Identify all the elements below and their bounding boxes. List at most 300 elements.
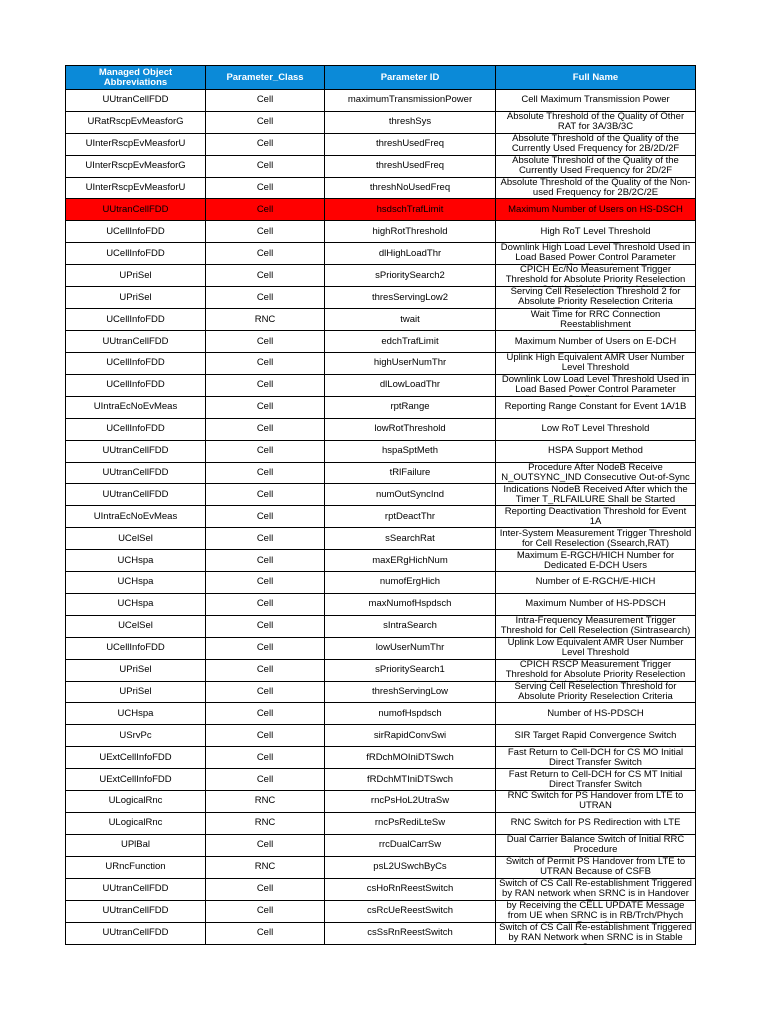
table-row: [66, 440, 696, 462]
cell-managed-object-text: UIntraEcNoEvMeas: [93, 402, 178, 413]
table-row: [66, 331, 696, 353]
table-row: [66, 681, 696, 703]
cell-managed-object-text: UCellInfoFDD: [106, 380, 165, 391]
cell-parameter-class-text: Cell: [256, 774, 274, 785]
cell-parameter-id: [325, 243, 496, 265]
header-parameter-class: Parameter_Class: [206, 66, 325, 90]
cell-full-name: [496, 155, 696, 177]
cell-parameter-class: [206, 243, 325, 265]
cell-parameter-class-text: Cell: [256, 336, 274, 347]
table-row: [66, 418, 696, 440]
cell-managed-object: [66, 615, 206, 637]
cell-parameter-class: [206, 221, 325, 243]
cell-managed-object: [66, 506, 206, 528]
cell-parameter-class-text: Cell: [256, 95, 274, 106]
cell-full-name: [496, 177, 696, 199]
cell-parameter-class: [206, 90, 325, 112]
cell-full-name-text: Dual Carrier Balance Switch of Initial RRC Procedure: [506, 835, 685, 856]
cell-full-name-text: SIR Target Rapid Convergence Switch: [514, 730, 677, 741]
cell-managed-object-text: UCHspa: [117, 555, 154, 566]
cell-managed-object-text: UExtCellInfoFDD: [99, 752, 172, 763]
cell-full-name: [496, 353, 696, 375]
cell-parameter-id-text: rptRange: [390, 402, 430, 413]
cell-parameter-class: [206, 681, 325, 703]
cell-parameter-class-text: Cell: [256, 248, 274, 259]
cell-managed-object-text: UPriSel: [119, 665, 152, 676]
cell-parameter-class-text: Cell: [256, 665, 274, 676]
cell-parameter-id-text: sirRapidConvSwi: [373, 730, 447, 741]
cell-full-name-text: RNC Switch for PS Handover from LTE to UTRAN: [507, 791, 684, 812]
cell-managed-object-text: UCHspa: [117, 577, 154, 588]
cell-parameter-class: [206, 791, 325, 813]
cell-managed-object: [66, 199, 206, 221]
header-full-name: Full Name: [496, 66, 696, 90]
cell-parameter-class: [206, 615, 325, 637]
table-row: [66, 90, 696, 112]
cell-parameter-class-text: Cell: [256, 533, 274, 544]
cell-parameter-id-text: thresServingLow2: [371, 292, 449, 303]
cell-parameter-id-text: highRotThreshold: [372, 226, 448, 237]
cell-parameter-id-text: threshUsedFreq: [375, 161, 445, 172]
cell-parameter-id-text: rptDeactThr: [384, 511, 436, 522]
cell-parameter-id-text: csHoRnReestSwitch: [366, 884, 454, 895]
cell-managed-object: [66, 90, 206, 112]
table-row: [66, 834, 696, 856]
cell-parameter-class-text: Cell: [256, 139, 274, 150]
cell-parameter-id-text: hsdschTrafLimit: [376, 204, 444, 215]
cell-parameter-id: [325, 374, 496, 396]
cell-parameter-class-text: Cell: [256, 752, 274, 763]
cell-managed-object: [66, 331, 206, 353]
cell-parameter-class-text: Cell: [256, 489, 274, 500]
cell-managed-object: [66, 572, 206, 594]
table-row: [66, 396, 696, 418]
table-row: [66, 725, 696, 747]
cell-parameter-id: [325, 287, 496, 309]
cell-full-name-text: Reporting Range Constant for Event 1A/1B: [504, 402, 687, 413]
cell-parameter-class-text: Cell: [256, 621, 274, 632]
cell-full-name: [496, 791, 696, 813]
cell-full-name-text: HSPA Support Method: [548, 446, 643, 457]
cell-parameter-id-text: sPrioritySearch2: [375, 270, 445, 281]
cell-full-name-text: Reporting Deactivation Threshold for Event 1A: [504, 506, 687, 527]
cell-full-name: [496, 243, 696, 265]
cell-managed-object: [66, 221, 206, 243]
cell-parameter-class: [206, 155, 325, 177]
cell-parameter-id: [325, 199, 496, 221]
table-row: [66, 550, 696, 572]
cell-parameter-id: [325, 791, 496, 813]
cell-full-name-text: Inter-System Measurement Trigger Threshold for Cell Reselection (Ssearch,RAT): [499, 528, 692, 549]
cell-parameter-id-text: rncPsHoL2UtraSw: [370, 796, 450, 807]
cell-managed-object-text: UInterRscpEvMeasforG: [85, 161, 186, 172]
cell-managed-object: [66, 440, 206, 462]
cell-managed-object-text: UCellInfoFDD: [106, 226, 165, 237]
cell-parameter-id-text: threshUsedFreq: [375, 139, 445, 150]
cell-parameter-class-text: Cell: [256, 380, 274, 391]
cell-parameter-id-text: sIntraSearch: [383, 621, 437, 632]
table-body: [66, 90, 696, 945]
cell-full-name: [496, 637, 696, 659]
cell-parameter-id: [325, 418, 496, 440]
cell-full-name-text: Switch of CS Call Re-establishment Triggered by RAN Network when SRNC is in Stable: [499, 922, 692, 943]
cell-parameter-class-text: RNC: [254, 796, 276, 807]
cell-parameter-class-text: Cell: [256, 840, 274, 851]
cell-managed-object-text: ULogicalRnc: [108, 796, 163, 807]
table-row: [66, 484, 696, 506]
cell-parameter-id-text: lowUserNumThr: [375, 643, 445, 654]
header-parameter-id: Parameter ID: [325, 66, 496, 90]
cell-parameter-id: [325, 922, 496, 944]
table-row: [66, 506, 696, 528]
cell-managed-object-text: UPlBal: [120, 840, 151, 851]
cell-parameter-class-text: Cell: [256, 884, 274, 895]
cell-full-name: [496, 133, 696, 155]
cell-managed-object-text: UCellInfoFDD: [106, 358, 165, 369]
cell-full-name-text: Switch of Permit PS Handover from LTE to UTRAN Because of CSFB: [505, 857, 686, 878]
cell-managed-object-text: UCellInfoFDD: [106, 248, 165, 259]
cell-full-name: [496, 90, 696, 112]
cell-parameter-id: [325, 133, 496, 155]
cell-full-name-text: Cell Maximum Transmission Power: [521, 95, 670, 106]
cell-parameter-id: [325, 703, 496, 725]
table-row: [66, 791, 696, 813]
table-row: [66, 133, 696, 155]
cell-full-name: [496, 309, 696, 331]
cell-parameter-id-text: sSearchRat: [385, 533, 435, 544]
cell-parameter-id-text: maxERgHichNum: [372, 555, 448, 566]
cell-full-name: [496, 506, 696, 528]
cell-parameter-class-text: Cell: [256, 730, 274, 741]
table-row: [66, 287, 696, 309]
cell-managed-object: [66, 353, 206, 375]
cell-full-name: [496, 681, 696, 703]
cell-parameter-class-text: Cell: [256, 183, 274, 193]
cell-managed-object-text: ULogicalRnc: [108, 818, 163, 829]
cell-full-name: [496, 593, 696, 615]
cell-parameter-class-text: Cell: [256, 643, 274, 654]
cell-managed-object-text: UIntraEcNoEvMeas: [93, 511, 178, 522]
table-row: [66, 572, 696, 594]
cell-managed-object: [66, 462, 206, 484]
cell-parameter-class-text: Cell: [256, 906, 274, 917]
table-row: [66, 111, 696, 133]
cell-parameter-id: [325, 769, 496, 791]
cell-parameter-class-text: Cell: [256, 358, 274, 369]
cell-full-name-text: Maximum Number of HS-PDSCH: [525, 599, 666, 610]
cell-parameter-class-text: Cell: [256, 226, 274, 237]
cell-managed-object-text: UPriSel: [119, 687, 152, 698]
cell-full-name: [496, 396, 696, 418]
table-header-row: [66, 66, 696, 90]
cell-full-name: [496, 812, 696, 834]
cell-parameter-id-text: highUserNumThr: [373, 358, 447, 369]
cell-parameter-id: [325, 331, 496, 353]
table-row: [66, 747, 696, 769]
table-row: [66, 878, 696, 900]
cell-parameter-class: [206, 856, 325, 878]
cell-full-name-text: Indications NodeB Received After which the Timer T_RLFAILURE Shall be Started: [503, 484, 688, 505]
cell-full-name-text: RNC Switch for PS Redirection with LTE: [510, 818, 681, 829]
cell-parameter-class: [206, 309, 325, 331]
cell-managed-object-text: UExtCellInfoFDD: [99, 774, 172, 785]
cell-full-name-text: Uplink High Equivalent AMR User Number Level Threshold: [506, 353, 685, 374]
cell-managed-object-text: UCelSel: [118, 533, 153, 544]
cell-full-name-text: Absolute Threshold of the Quality of the Non-used Frequency for 2B/2C/2E: [500, 178, 691, 198]
cell-parameter-id-text: fRDchMOIniDTSwch: [366, 752, 454, 763]
cell-full-name: [496, 615, 696, 637]
cell-managed-object-text: UCellInfoFDD: [106, 424, 165, 435]
cell-parameter-class: [206, 637, 325, 659]
cell-full-name-text: Downlink Low Load Level Threshold Used in Load Based Power Control Parameter: [501, 374, 690, 395]
cell-full-name: [496, 572, 696, 594]
cell-managed-object: [66, 243, 206, 265]
cell-parameter-id-text: hspaSptMeth: [382, 446, 438, 457]
table-row: [66, 221, 696, 243]
cell-full-name-text: CPICH RSCP Measurement Trigger Threshold for Absolute Priority Reselection: [505, 659, 686, 680]
table-row: [66, 462, 696, 484]
cell-managed-object: [66, 484, 206, 506]
cell-full-name: [496, 528, 696, 550]
cell-managed-object: [66, 834, 206, 856]
table-row: [66, 265, 696, 287]
table-row: [66, 353, 696, 375]
table-row: [66, 856, 696, 878]
cell-parameter-id: [325, 528, 496, 550]
cell-full-name-text: Switch of CS Call Re-establishment Triggered by RAN network when SRNC is in Handover: [499, 878, 692, 899]
cell-parameter-class: [206, 287, 325, 309]
cell-full-name: [496, 769, 696, 791]
table-row: [66, 615, 696, 637]
table-row: [66, 528, 696, 550]
cell-parameter-id: [325, 593, 496, 615]
cell-parameter-class: [206, 572, 325, 594]
cell-parameter-id-text: maximumTransmissionPower: [347, 95, 473, 106]
cell-full-name-text: Intra-Frequency Measurement Trigger Threshold for Cell Reselection (Sintrasearch): [500, 616, 691, 637]
cell-parameter-class: [206, 922, 325, 944]
cell-parameter-id: [325, 550, 496, 572]
table-row: [66, 309, 696, 331]
cell-parameter-id-text: rncPsRediLteSw: [374, 818, 446, 829]
cell-managed-object: [66, 111, 206, 133]
cell-parameter-class-text: Cell: [256, 402, 274, 413]
cell-full-name: [496, 331, 696, 353]
cell-managed-object-text: UUtranCellFDD: [102, 906, 169, 917]
cell-managed-object: [66, 637, 206, 659]
cell-managed-object-text: USrvPc: [119, 730, 152, 741]
cell-parameter-class: [206, 528, 325, 550]
cell-managed-object: [66, 265, 206, 287]
cell-parameter-class: [206, 331, 325, 353]
cell-full-name: [496, 440, 696, 462]
cell-parameter-id-text: psL2USwchByCs: [373, 862, 447, 873]
cell-full-name-text: Wait Time for RRC Connection Reestablishment: [530, 309, 661, 330]
cell-full-name: [496, 418, 696, 440]
cell-full-name-text: Maximum Number of Users on E-DCH: [514, 336, 677, 347]
cell-parameter-id: [325, 878, 496, 900]
table-row: [66, 900, 696, 922]
cell-managed-object-text: UPriSel: [119, 270, 152, 281]
cell-managed-object: [66, 287, 206, 309]
cell-managed-object: [66, 856, 206, 878]
cell-parameter-id-text: lowRotThreshold: [374, 424, 446, 435]
cell-parameter-id: [325, 572, 496, 594]
cell-parameter-class-text: Cell: [256, 577, 274, 588]
cell-parameter-class-text: Cell: [256, 468, 274, 479]
cell-managed-object: [66, 177, 206, 199]
cell-full-name-text: Procedure After NodeB Receive N_OUTSYNC_IND Consecutive Out-of-Sync: [501, 463, 690, 484]
cell-parameter-id-text: maxNumofHspdsch: [368, 599, 452, 610]
cell-parameter-class: [206, 265, 325, 287]
cell-managed-object-text: UUtranCellFDD: [102, 884, 169, 895]
cell-parameter-id: [325, 637, 496, 659]
cell-parameter-id: [325, 155, 496, 177]
cell-parameter-id: [325, 309, 496, 331]
cell-managed-object-text: UInterRscpEvMeasforU: [85, 183, 186, 193]
cell-full-name-text: Maximum Number of Users on HS-DSCH: [508, 204, 683, 215]
cell-parameter-class-text: Cell: [256, 204, 274, 215]
cell-managed-object-text: UUtranCellFDD: [102, 336, 169, 347]
cell-full-name: [496, 221, 696, 243]
cell-parameter-class-text: Cell: [256, 161, 274, 172]
cell-parameter-class: [206, 199, 325, 221]
cell-managed-object-text: UUtranCellFDD: [102, 204, 169, 215]
cell-full-name-text: Fast Return to Cell-DCH for CS MT Initial Direct Transfer Switch: [508, 769, 683, 790]
cell-parameter-class: [206, 462, 325, 484]
cell-parameter-class: [206, 812, 325, 834]
table-row: [66, 812, 696, 834]
cell-managed-object-text: UCelSel: [118, 621, 153, 632]
cell-parameter-class-text: Cell: [256, 928, 274, 939]
cell-full-name: [496, 856, 696, 878]
cell-managed-object: [66, 374, 206, 396]
cell-managed-object: [66, 703, 206, 725]
table-row: [66, 593, 696, 615]
table-row: [66, 155, 696, 177]
cell-full-name: [496, 287, 696, 309]
cell-parameter-id-text: edchTrafLimit: [381, 336, 439, 347]
cell-managed-object: [66, 922, 206, 944]
cell-parameter-id: [325, 462, 496, 484]
cell-parameter-id: [325, 659, 496, 681]
cell-managed-object-text: UPriSel: [119, 292, 152, 303]
cell-parameter-class: [206, 900, 325, 922]
cell-full-name: [496, 747, 696, 769]
table-row: [66, 659, 696, 681]
cell-full-name: [496, 878, 696, 900]
cell-full-name: [496, 265, 696, 287]
cell-parameter-class-text: Cell: [256, 511, 274, 522]
cell-parameter-class: [206, 353, 325, 375]
cell-full-name-text: High RoT Level Threshold: [540, 226, 651, 237]
cell-parameter-id: [325, 484, 496, 506]
cell-managed-object-text: UUtranCellFDD: [102, 489, 169, 500]
cell-parameter-class-text: Cell: [256, 117, 274, 128]
cell-parameter-class: [206, 506, 325, 528]
cell-parameter-class: [206, 878, 325, 900]
table-row: [66, 769, 696, 791]
cell-managed-object: [66, 791, 206, 813]
cell-parameter-class: [206, 440, 325, 462]
cell-full-name: [496, 484, 696, 506]
cell-parameter-id: [325, 900, 496, 922]
cell-parameter-id: [325, 725, 496, 747]
cell-parameter-id-text: numofHspdsch: [378, 708, 442, 719]
cell-parameter-id-text: numOutSyncInd: [375, 489, 445, 500]
cell-parameter-class: [206, 133, 325, 155]
cell-full-name-text: Low RoT Level Threshold: [541, 424, 650, 435]
cell-managed-object: [66, 878, 206, 900]
cell-parameter-id: [325, 396, 496, 418]
cell-managed-object-text: UUtranCellFDD: [102, 95, 169, 106]
cell-full-name: [496, 659, 696, 681]
cell-full-name: [496, 703, 696, 725]
cell-managed-object-text: UUtranCellFDD: [102, 446, 169, 457]
cell-full-name-text: by Receiving the CELL UPDATE Message from UE when SRNC is in RB/Trch/Phych: [506, 900, 685, 921]
cell-parameter-id-text: fRDchMTIniDTSwch: [366, 774, 454, 785]
cell-full-name-text: Number of HS-PDSCH: [547, 708, 644, 719]
cell-managed-object-text: URatRscpEvMeasforG: [87, 117, 184, 128]
cell-parameter-id: [325, 856, 496, 878]
cell-managed-object: [66, 528, 206, 550]
cell-parameter-id: [325, 834, 496, 856]
cell-managed-object: [66, 593, 206, 615]
cell-parameter-class-text: RNC: [254, 818, 276, 829]
cell-managed-object: [66, 418, 206, 440]
cell-parameter-id: [325, 265, 496, 287]
cell-parameter-id: [325, 615, 496, 637]
cell-managed-object: [66, 309, 206, 331]
cell-parameter-class: [206, 418, 325, 440]
cell-parameter-id-text: sPrioritySearch1: [375, 665, 445, 676]
cell-parameter-id-text: csRcUeReestSwitch: [366, 906, 454, 917]
cell-managed-object: [66, 659, 206, 681]
cell-parameter-id: [325, 90, 496, 112]
cell-full-name-text: Serving Cell Reselection Threshold for Absolute Priority Reselection Criteria: [514, 682, 677, 703]
cell-parameter-id: [325, 812, 496, 834]
cell-parameter-class-text: Cell: [256, 708, 274, 719]
cell-managed-object: [66, 747, 206, 769]
table-row: [66, 374, 696, 396]
cell-parameter-class: [206, 374, 325, 396]
cell-full-name: [496, 725, 696, 747]
cell-parameter-id-text: twait: [400, 314, 420, 325]
cell-parameter-class-text: Cell: [256, 446, 274, 457]
cell-parameter-class-text: RNC: [254, 862, 276, 873]
cell-parameter-class: [206, 550, 325, 572]
cell-parameter-class: [206, 111, 325, 133]
cell-parameter-id: [325, 681, 496, 703]
cell-parameter-class-text: RNC: [254, 314, 276, 325]
cell-parameter-class: [206, 725, 325, 747]
cell-managed-object: [66, 725, 206, 747]
table-row: [66, 199, 696, 221]
cell-parameter-class-text: Cell: [256, 270, 274, 281]
cell-managed-object: [66, 550, 206, 572]
cell-parameter-class: [206, 834, 325, 856]
cell-parameter-id: [325, 440, 496, 462]
cell-managed-object-text: URncFunction: [105, 862, 166, 873]
cell-managed-object: [66, 396, 206, 418]
cell-managed-object: [66, 681, 206, 703]
cell-managed-object-text: UUtranCellFDD: [102, 468, 169, 479]
cell-full-name-text: CPICH Ec/No Measurement Trigger Threshold for Absolute Priority Reselection: [505, 265, 686, 286]
cell-managed-object: [66, 812, 206, 834]
cell-full-name: [496, 374, 696, 396]
cell-managed-object-text: UCHspa: [117, 599, 154, 610]
cell-parameter-class: [206, 747, 325, 769]
cell-full-name-text: Number of E-RGCH/E-HICH: [535, 577, 656, 588]
